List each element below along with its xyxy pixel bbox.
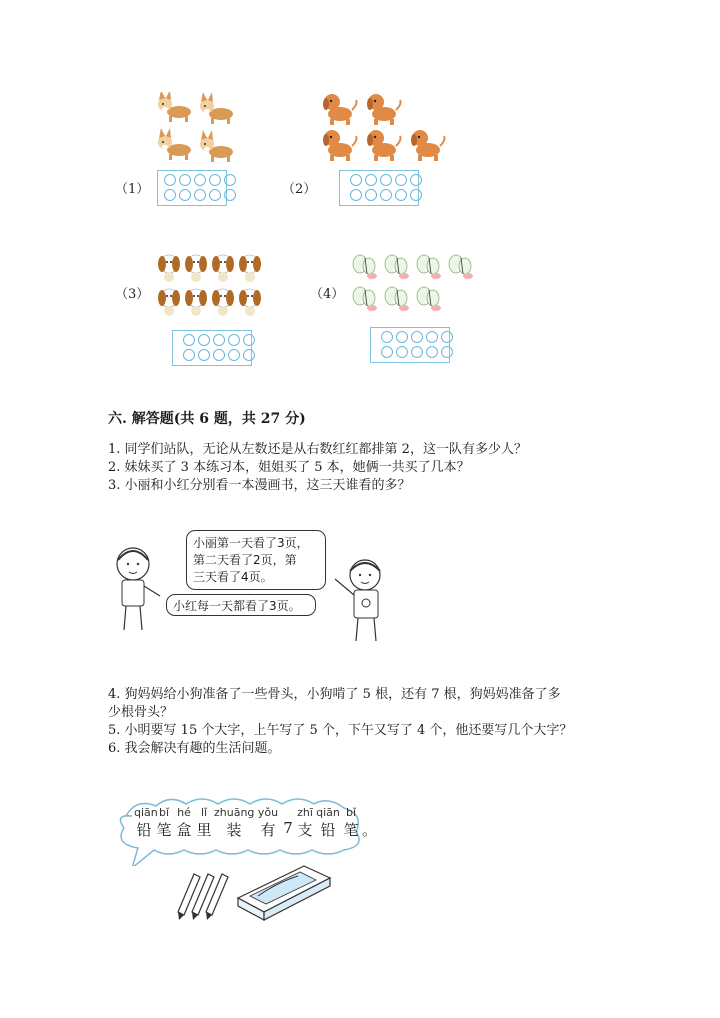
- butterflies-image: [352, 254, 480, 318]
- picture-group-3: [115, 252, 275, 367]
- word-3: hé 盒: [176, 806, 192, 839]
- picture-label: （1）: [115, 182, 150, 197]
- pencil-box-image: [234, 860, 334, 922]
- word-6: yǒu 有: [257, 806, 279, 839]
- bubble-line-3: 三天看了4页。: [193, 570, 273, 584]
- word-11: 。: [362, 821, 378, 839]
- word-8: zhī 支: [297, 806, 313, 839]
- ten-frame: [339, 170, 419, 206]
- question-list-a: [108, 441, 527, 495]
- word-2: bǐ 笔: [156, 806, 172, 839]
- question-2: 2. 妹妹买了 3 本练习本，姐姐买了 5 本，她俩一共买了几本？: [108, 460, 470, 475]
- ten-frame: [172, 330, 252, 366]
- word-5: zhuāng 装: [214, 806, 255, 839]
- word-4: lǐ 里: [196, 806, 212, 839]
- word-10: bǐ 笔: [343, 806, 359, 839]
- pencils-image: [172, 868, 237, 920]
- question-list-b: [108, 686, 572, 758]
- question-6: 6. 我会解决有趣的生活问题。: [108, 741, 281, 756]
- question-4-continued: 少根骨头？: [108, 705, 174, 720]
- speech-bubble-xiaohong: 小红每一天都看了3页。: [166, 594, 316, 616]
- boy-left-illustration: [108, 542, 163, 637]
- picture-label: （2）: [282, 182, 317, 197]
- picture-group-4: [310, 252, 480, 367]
- word-9: qiān 铅: [316, 806, 340, 839]
- question-5: 5. 小明要写 15 个大字，上午写了 5 个，下午又写了 4 个，他还要写几个大字？: [108, 723, 573, 738]
- picture-label: （3）: [115, 287, 150, 302]
- speech-bubble-xiaoli: [186, 530, 326, 590]
- picture-group-2: [282, 92, 452, 212]
- bubble-line-1: 小丽第一天看了3页，: [193, 536, 309, 550]
- bubble-line-2: 第二天看了2页，第: [193, 553, 297, 567]
- boy-right-illustration: [333, 555, 398, 645]
- word-1: qiān 铅: [134, 806, 158, 839]
- section-title: 六. 解答题(共 6 题，共 27 分): [108, 411, 306, 427]
- question-4: 4. 狗妈妈给小狗准备了一些骨头，小狗啃了 5 根，还有 7 根，狗妈妈准备了多: [108, 687, 561, 702]
- spotted-dogs-image: [157, 252, 269, 318]
- brown-dogs-image: [322, 92, 452, 164]
- question-1: 1. 同学们站队，无论从左数还是从右数红红都排第 2，这一队有多少人？: [108, 442, 527, 457]
- corgi-dogs-image: [157, 92, 247, 167]
- word-7: 7: [283, 819, 293, 837]
- picture-group-1: [115, 92, 255, 212]
- ten-frame: [370, 327, 450, 363]
- question-3: 3. 小丽和小红分别看一本漫画书，这三天谁看的多？: [108, 478, 411, 493]
- reading-comic: [108, 530, 398, 650]
- picture-label: （4）: [310, 287, 345, 302]
- pinyin-sentence: [134, 806, 378, 840]
- ten-frame: [157, 170, 227, 206]
